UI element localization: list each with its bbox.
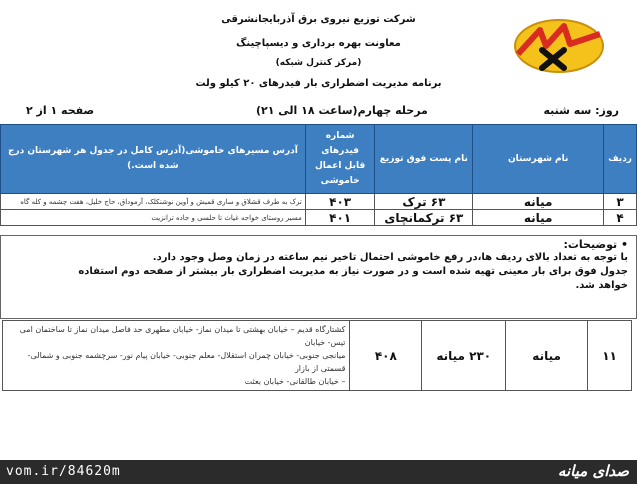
row-number: ۳ xyxy=(604,194,637,210)
center-name: (مرکز کنترل شبکه) xyxy=(275,58,362,68)
header-address: آدرس مسیرهای خاموشی(آدرس کامل در جدول هر شهرستان درج شده است.) xyxy=(1,125,306,194)
stage-label: مرحله چهارم(ساعت ۱۸ الی ۲۱) xyxy=(256,104,428,117)
header-row: ردیف xyxy=(604,125,637,194)
table-row xyxy=(1,194,637,210)
outage-table xyxy=(0,124,637,226)
row-address: ترک به طرف قشلاق و ساری قمیش و آوین نوشنکلک، آرموداق، حاج خلیل، هفت چشمه و کله گاه xyxy=(1,194,306,210)
page-number: صفحه ۱ از ۲ xyxy=(26,104,95,117)
notes-title: • توضیحات: xyxy=(563,238,628,251)
row-feeder: ۴۰۳ xyxy=(305,194,375,210)
notes-line: با توجه به تعداد بالای ردیف ها،در رفع خاموشی احتمال تاخیر نیم ساعته در زمان وصل وجود دارد. xyxy=(152,252,628,263)
row-substation: ۶۳ ترکمانچای xyxy=(375,210,473,226)
header-feeders: شماره فیدرهای قابل اعمال خاموشی xyxy=(305,125,375,194)
footer-url[interactable]: vom.ir/84620m xyxy=(6,464,121,479)
notes-box xyxy=(0,235,637,319)
company-name: شرکت توزیع نیروی برق آذربایجانشرقی xyxy=(221,14,416,25)
notes-line: جدول فوق برای بار معینی تهیه شده است و در صورت نیاز به مدیریت اضطراری بار بیشتر از صفحه دوم استفاده xyxy=(78,266,628,277)
footer-brand: صدای میانه xyxy=(557,462,629,480)
header-city: نام شهرستان xyxy=(473,125,604,194)
additional-row-table xyxy=(2,320,632,391)
row-city: میانه xyxy=(473,210,604,226)
row-city: میانه xyxy=(506,321,588,391)
address-line: کشتارگاه قدیم – خیابان بهشتی تا میدان نماز- خیابان مطهری حد فاصل میدان نماز تا ساختمان امی تیس- خیابان xyxy=(19,325,346,347)
table-row xyxy=(1,210,637,226)
header-substation: نام پست فوق توزیع xyxy=(375,125,473,194)
row-city: میانه xyxy=(473,194,604,210)
row-number: ۴ xyxy=(604,210,637,226)
row-number: ۱۱ xyxy=(588,321,632,391)
company-logo-icon xyxy=(512,16,606,76)
row-address: مسیر روستای خواجه غیاث تا حلسی و جاده ترانزیت xyxy=(1,210,306,226)
program-title: برنامه مدیریت اضطراری بار فیدرهای ۲۰ کیلو ولت xyxy=(195,78,442,89)
deputy-name: معاونت بهره برداری و دیسپاچینگ xyxy=(236,38,401,49)
row-feeder: ۴۰۱ xyxy=(305,210,375,226)
table-row xyxy=(3,321,632,391)
notes-line: خواهد شد. xyxy=(575,280,628,291)
address-line: – خیابان طالقانی- خیابان بعثت xyxy=(244,377,346,386)
row-substation: ۶۳ ترک xyxy=(375,194,473,210)
row-feeder: ۴۰۸ xyxy=(350,321,422,391)
footer-bar xyxy=(0,460,637,484)
row-substation: ۲۳۰ میانه xyxy=(422,321,506,391)
row-address xyxy=(3,321,350,391)
address-line: میانجی جنوبی- خیابان چمران استقلال- معلم جنوبی- خیابان پیام نور- سرچشمه جنوبی و شمالی- قسمتی از بازار xyxy=(27,351,346,373)
day-label: روز: سه شنبه xyxy=(543,104,619,117)
